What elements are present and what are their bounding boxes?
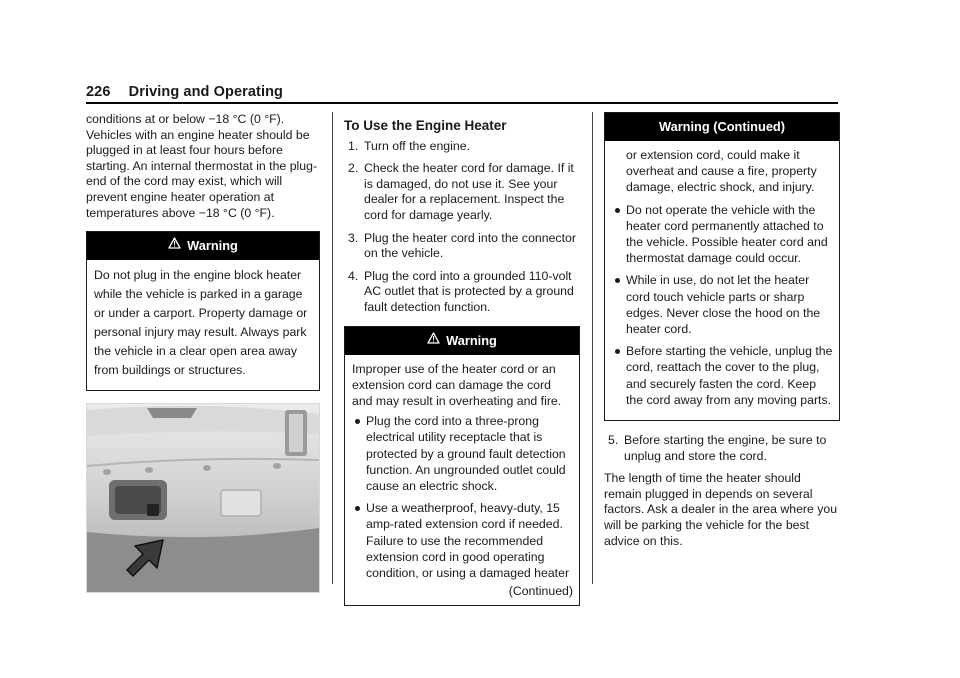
list-item: Do not operate the vehicle with the heater cord permanently attached to the vehicle. Possible heater cord and thermostat damage could occur. <box>612 202 833 267</box>
list-item: Plug the cord into a three-prong electrical utility receptacle that is protected by a ground fault detection function. An ungrounded outlet could cause an electric shock. <box>352 413 573 494</box>
header-rule <box>86 102 838 104</box>
warning-header <box>87 232 319 260</box>
warning-bullets <box>352 413 573 581</box>
warning-continuation: or extension cord, could make it overheat and cause a fire, property damage, electric shock, and injury. <box>626 148 817 195</box>
list-item: 2. Check the heater cord for damage. If it is damaged, do not use it. See your dealer for a replacement. Inspect the cord for damage yearly. <box>348 161 574 222</box>
warning-header <box>605 113 839 141</box>
section-heading: To Use the Engine Heater <box>344 118 507 133</box>
section-title: Driving and Operating <box>128 84 284 100</box>
column-divider <box>332 112 333 584</box>
warning-triangle-icon <box>168 231 181 259</box>
list-item: Use a weatherproof, heavy-duty, 15 amp-rated extension cord if needed. Failure to use the recommended extension cord in good operating condition, or using a damaged heater <box>352 500 573 581</box>
closing-paragraph: The length of time the heater should remain plugged in depends on several factors. Ask a dealer in the area where you will be parking the vehicle for the best advice on this. <box>604 471 838 548</box>
engine-heater-connector-photo <box>86 403 320 593</box>
steps-list-continued <box>604 433 840 464</box>
continued-label: (Continued) <box>508 584 573 599</box>
intro-paragraph: conditions at or below −18 °C (0 °F). Vehicles with an engine heater should be plugged in at least four hours before starting. An internal thermostat in the plug-end of the cord may exist, which will prevent engine heater operation at temperatures above −18 °C (0 °F). <box>86 112 318 220</box>
column-3 <box>604 112 840 559</box>
column-1 <box>86 112 320 593</box>
list-item: 1. Turn off the engine. <box>348 138 470 153</box>
warning-text: Do not plug in the engine block heater while the vehicle is parked in a garage or under a carport. Property damage or personal injury may result. Always park the vehicle in a clear open area away from buildings or structures. <box>94 268 308 378</box>
list-item: Before starting the vehicle, unplug the cord, reattach the cover to the plug, and securely fasten the cord. Keep the cord away from any moving parts. <box>612 343 833 408</box>
warning-title: Warning <box>187 238 238 254</box>
page-number: 226 <box>86 84 111 100</box>
steps-list <box>344 139 580 316</box>
list-item: While in use, do not let the heater cord touch vehicle parts or sharp edges. Never close the hood on the heater cord. <box>612 272 833 337</box>
warning-triangle-icon <box>427 326 440 354</box>
column-2 <box>344 112 580 618</box>
page-header <box>86 84 283 100</box>
warning-box-cord <box>344 326 580 607</box>
warning-title: Warning <box>446 332 497 348</box>
list-item: 4. Plug the cord into a grounded 110-volt AC outlet that is protected by a ground fault detection function. <box>348 268 574 314</box>
warning-title: Warning (Continued) <box>658 119 786 134</box>
warning-box-garage <box>86 231 320 391</box>
warning-header <box>345 327 579 355</box>
list-item: 3. Plug the heater cord into the connector on the vehicle. <box>348 230 576 261</box>
column-divider <box>592 112 593 584</box>
warning-box-continued <box>604 112 840 421</box>
warning-intro: Improper use of the heater cord or an extension cord can damage the cord and may result in overheating and fire. <box>352 361 562 408</box>
warning-bullets <box>612 202 833 408</box>
list-item: 5. Before starting the engine, be sure to unplug and store the cord. <box>608 433 827 463</box>
